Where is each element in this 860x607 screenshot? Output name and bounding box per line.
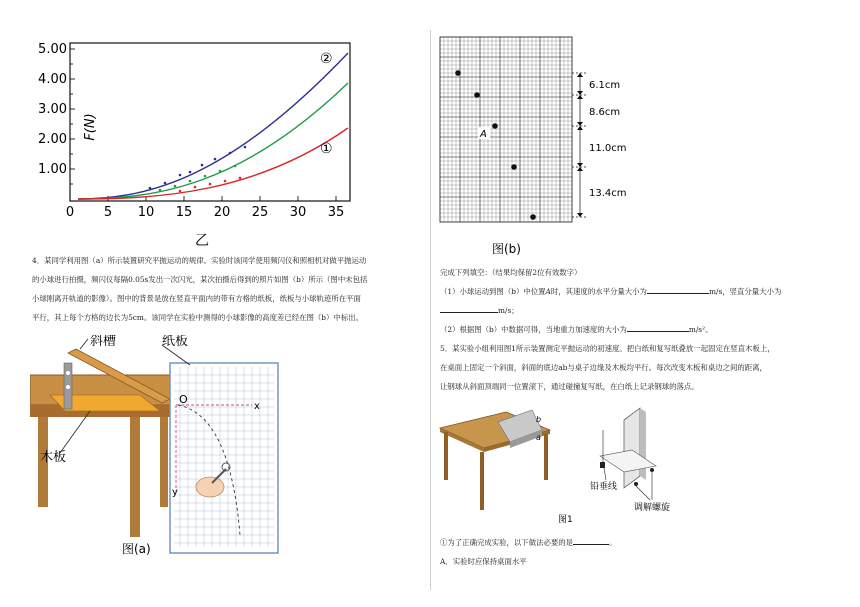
label-b: b — [536, 415, 542, 424]
figure-a-caption: 图(a) — [122, 542, 151, 556]
figure-b-photo — [438, 35, 638, 260]
answer-blank-gravity[interactable] — [627, 323, 689, 332]
x-tick-label: 30 — [289, 205, 307, 220]
q5-sub-text: ①为了正确完成实验，以下做法必要的是 — [440, 538, 574, 547]
q4-line-1: 4．某同学利用图（a）所示装置研究平抛运动的规律。实验时该同学使用频闪仪和照相机对做平抛运动 — [32, 256, 367, 265]
paper-board — [170, 363, 278, 553]
curve-label-1: ① — [320, 141, 333, 157]
y-axis-label: F(N) — [83, 113, 98, 141]
board-base — [600, 450, 656, 472]
q2-unit: m/s²。 — [688, 325, 713, 334]
q1-unit-1: m/s，竖直分量大小为 — [708, 287, 782, 296]
label-o: O — [179, 393, 188, 406]
x-tick-label: 15 — [175, 205, 193, 220]
q5-line-3: 让钢球从斜面顶端同一位置滚下，通过碰撞复写纸，在白纸上记录钢球的落点。 — [440, 382, 699, 391]
q5-end: 。 — [609, 538, 617, 547]
answer-blank-choice[interactable] — [573, 536, 609, 545]
q1-text-a: （1）小球运动到图（b）中位置 — [440, 287, 546, 296]
x-tick-label: 10 — [137, 205, 155, 220]
dim-label: 13.4cm — [589, 188, 627, 199]
plumb-bob — [600, 462, 605, 468]
x-tick-label: 5 — [103, 205, 113, 220]
y-tick-label: 3.00 — [38, 102, 67, 117]
x-tick-label: 35 — [327, 205, 345, 220]
figure-b-caption: 图(b) — [492, 242, 521, 256]
table-leg — [130, 417, 140, 537]
hand — [196, 477, 224, 497]
dim-label: 11.0cm — [589, 143, 627, 154]
q4-line-3: 小球刚离开轨道的影像）。图中的背景是放在竖直平面内的带有方格的纸板，纸板与小球轨迹所在平面 — [32, 294, 361, 303]
y-tick-label: 2.00 — [38, 132, 67, 147]
label-a: a — [536, 433, 541, 442]
chart-caption: 乙 — [195, 233, 209, 249]
answer-blank-vertical[interactable] — [440, 304, 498, 313]
figure-a-apparatus — [30, 335, 280, 560]
y-tick-label: 5.00 — [38, 42, 67, 57]
label-wood-board: 木板 — [40, 450, 67, 465]
y-tick-label: 4.00 — [38, 72, 67, 87]
label-plumb-line: 铅垂线 — [590, 482, 618, 492]
dim-label: 6.1cm — [589, 80, 621, 91]
q5-line-2: 在桌面上固定一个斜面，斜面的底边ab与桌子边缘及木板均平行。每次改变木板和桌边之间的距离， — [440, 363, 767, 372]
question-2-line — [440, 322, 712, 338]
q4-line-2: 的小球进行拍摄，频闪仪每隔0.05s发出一次闪光，某次拍摄后得到的照片如图（b）所示（图中未包括 — [32, 275, 368, 284]
q1-var-a: A — [545, 287, 551, 296]
q1-unit-2: m/s； — [498, 306, 519, 315]
label-x: x — [254, 401, 260, 412]
fill-intro: 完成下列填空：（结果均保留2位有效数字） — [440, 268, 582, 277]
question-1-line — [440, 284, 781, 300]
force-chart — [30, 35, 360, 250]
label-chute: 斜槽 — [90, 335, 117, 349]
answer-blank-horizontal[interactable] — [647, 285, 709, 294]
figure-1-caption: 图1 — [558, 515, 573, 525]
y-tick-label: 1.00 — [38, 162, 67, 177]
x-tick-label: 25 — [251, 205, 269, 220]
q2-text: （2）根据图（b）中数据可得，当地重力加速度的大小为 — [440, 325, 627, 334]
table-leg — [480, 452, 484, 510]
vertical-board — [624, 408, 640, 488]
option-a: A．实验时应保持桌面水平 — [440, 557, 527, 566]
column-divider — [430, 30, 431, 590]
curve-label-2: ② — [320, 51, 333, 67]
table-leg — [544, 434, 548, 480]
table-leg — [444, 432, 448, 480]
x-tick-label: 20 — [213, 205, 231, 220]
label-screw: 调解螺旋 — [634, 503, 671, 513]
q1-text-b: 时，其速度的水平分量大小为 — [550, 287, 647, 296]
q5-line-1: 5．某实验小组利用图1所示装置测定平抛运动的初速度。把白纸和复写纸叠放一起固定在竖直木板上， — [440, 344, 775, 353]
question-1-line-2 — [440, 303, 519, 319]
q4-line-4: 平行，其上每个方格的边长为5cm。该同学在实验中测得的小球影像的高度差已经在图（b）中标出。 — [32, 313, 363, 322]
point-a-label: A — [480, 129, 487, 140]
figure-1-apparatus — [438, 400, 698, 525]
label-paper-board: 纸板 — [162, 335, 189, 349]
x-tick-label: 0 — [65, 205, 75, 220]
q5-sub-line — [440, 535, 616, 551]
table-leg — [160, 417, 168, 507]
dim-label: 8.6cm — [589, 107, 621, 118]
label-y: y — [172, 487, 178, 498]
